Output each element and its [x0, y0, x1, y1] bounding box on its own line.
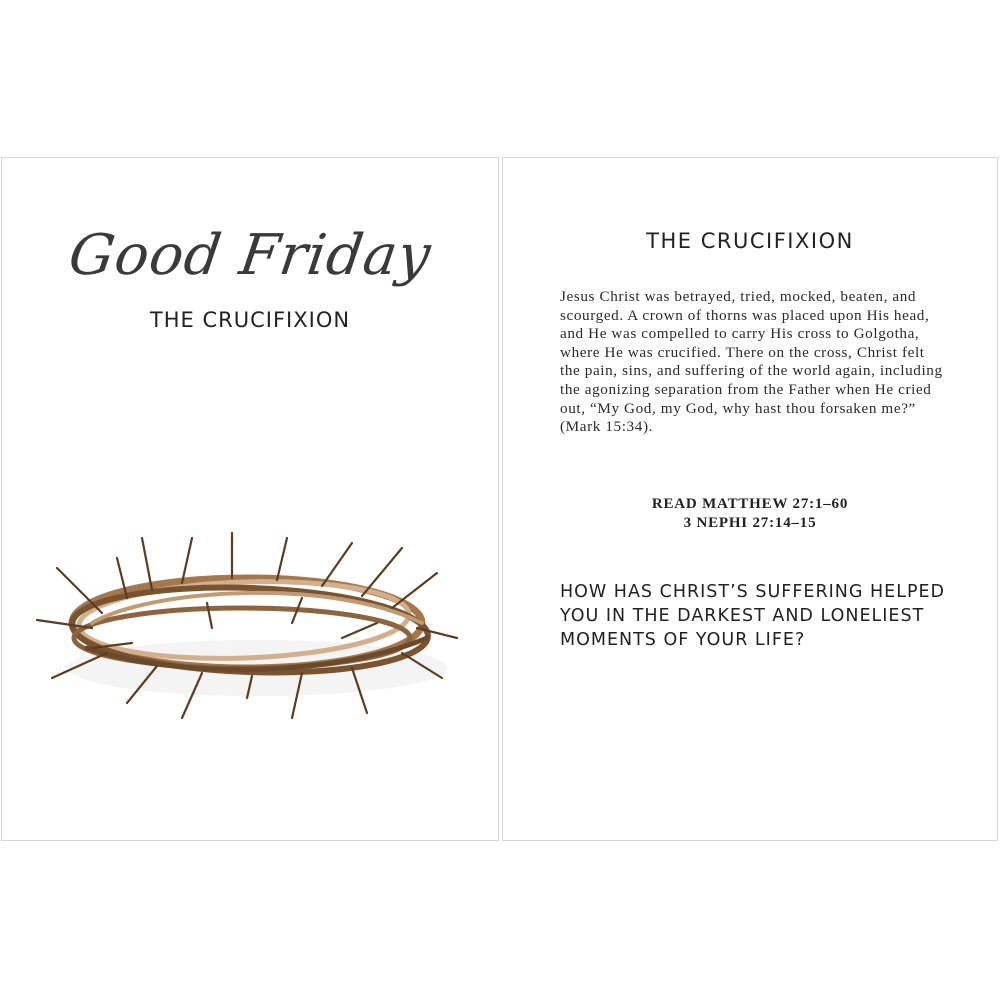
crown-of-thorns-illustration: [32, 528, 472, 728]
card-subtitle: THE CRUCIFIXION: [149, 308, 351, 332]
scripture-reference-2: 3 NEPHI 27:14–15: [683, 515, 817, 531]
front-card: [1, 157, 499, 841]
body-paragraph: Jesus Christ was betrayed, tried, mocked, beaten, and scourged. A crown of thorns was placed upon His head, and He was compelled to carry His cross to Golgotha, where He was crucified. There on the cross, Christ felt the pain, sins, and suffering of the world again, including the agonizing separation from the Father when He cried out, “My God, my God, why hast thou forsaken me?” (Mark 15:34).: [560, 288, 943, 436]
script-title: Good Friday: [64, 223, 436, 288]
back-card: [502, 157, 998, 841]
card-title: THE CRUCIFIXION: [646, 229, 854, 253]
scripture-references: [503, 495, 997, 533]
scripture-reference-1: READ MATTHEW 27:1–60: [651, 496, 849, 512]
reflection-question: HOW HAS CHRIST’S SUFFERING HELPED YOU IN THE DARKEST AND LONELIEST MOMENTS OF YOUR LIFE?: [560, 582, 946, 650]
